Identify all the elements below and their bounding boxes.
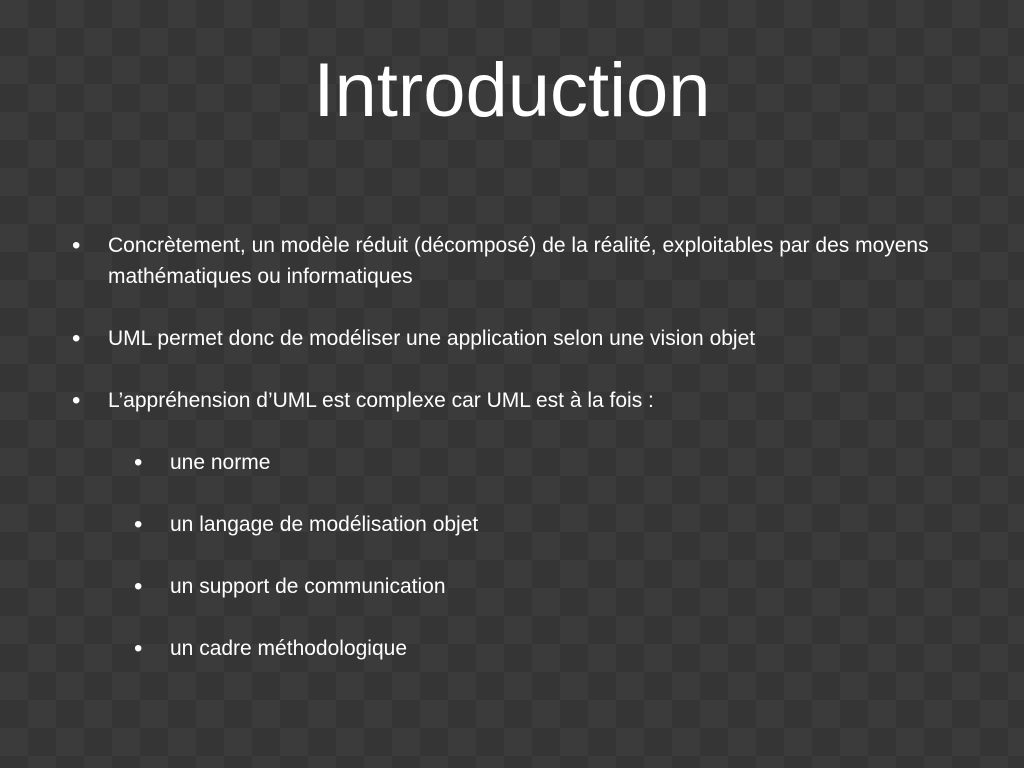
- bullet-list: [72, 230, 972, 695]
- bullet-dot-icon: •: [134, 449, 143, 476]
- sub-bullet-text: un langage de modélisation objet: [170, 513, 479, 536]
- sub-bullet-text: un cadre méthodologique: [170, 637, 408, 660]
- bullet-text: L’appréhension d’UML est complexe car UML est à la fois :: [108, 389, 654, 412]
- sub-bullet-item: [134, 509, 972, 540]
- bullet-dot-icon: •: [72, 325, 81, 352]
- bullet-dot-icon: •: [134, 635, 143, 662]
- sub-bullet-item: [134, 447, 972, 478]
- bullet-item: [72, 323, 972, 354]
- slide-title: Introduction: [313, 48, 711, 133]
- bullet-item: [72, 230, 972, 292]
- bullet-dot-icon: •: [72, 232, 81, 259]
- sub-bullet-text: une norme: [170, 451, 271, 474]
- bullet-dot-icon: •: [72, 387, 81, 414]
- sub-bullet-list: [108, 447, 972, 664]
- sub-bullet-item: [134, 571, 972, 602]
- sub-bullet-item: [134, 633, 972, 664]
- bullet-dot-icon: •: [134, 573, 143, 600]
- bullet-item: [72, 385, 972, 664]
- sub-bullet-text: un support de communication: [170, 575, 446, 598]
- bullet-text: UML permet donc de modéliser une application selon une vision objet: [108, 327, 756, 350]
- bullet-text: Concrètement, un modèle réduit (décomposé) de la réalité, exploitables par des moyens mathématiques ou informatiques: [108, 234, 929, 288]
- bullet-dot-icon: •: [134, 511, 143, 538]
